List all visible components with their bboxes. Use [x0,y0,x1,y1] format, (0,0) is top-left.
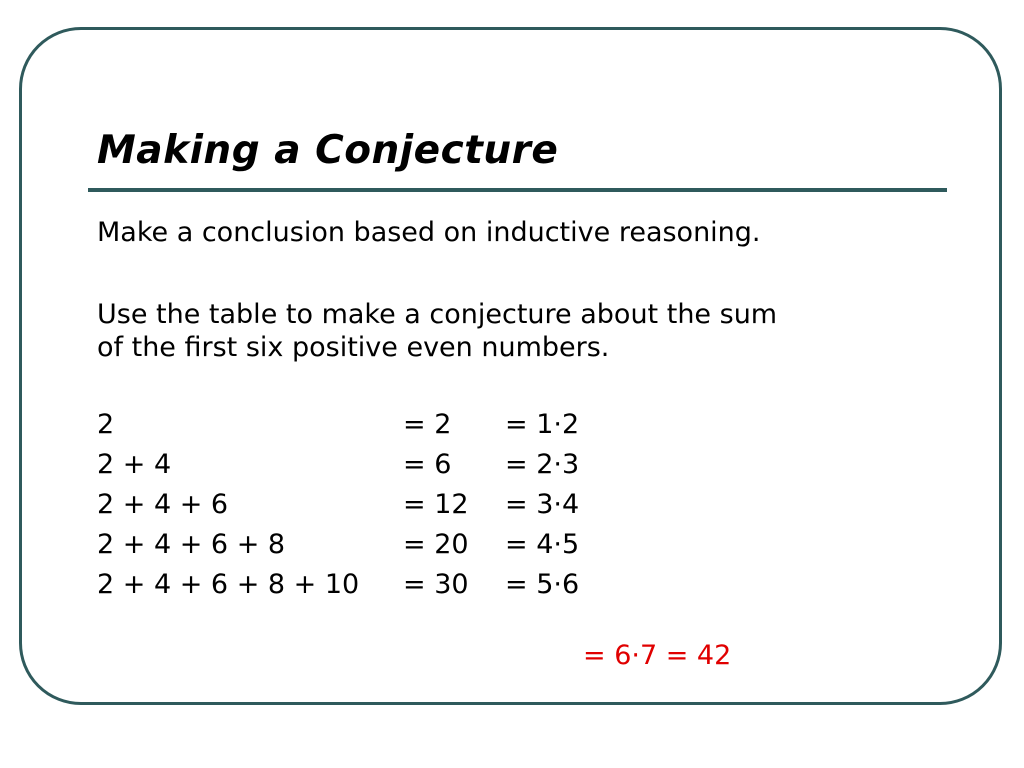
table-row [97,409,617,449]
sum-expression: 2 + 4 [97,449,172,480]
sum-product: = 5·6 [505,569,580,600]
table-row [97,529,617,569]
sum-expression: 2 [97,409,115,440]
sum-product: = 2·3 [505,449,580,480]
sum-total: = 2 [403,409,452,440]
instruction-line: Use the table to make a conjecture about the sum [97,299,778,330]
sum-total: = 30 [403,569,469,600]
sum-table [97,409,617,609]
table-row [97,489,617,529]
sum-expression: 2 + 4 + 6 + 8 [97,529,286,560]
conjecture-answer: = 6·7 = 42 [583,640,732,671]
table-row [97,449,617,489]
instruction-line: of the first six positive even numbers. [97,332,610,363]
sum-product: = 4·5 [505,529,580,560]
sum-total: = 12 [403,489,469,520]
sum-total: = 20 [403,529,469,560]
instruction-text [97,298,777,364]
sum-expression: 2 + 4 + 6 [97,489,229,520]
sum-expression: 2 + 4 + 6 + 8 + 10 [97,569,360,600]
sum-product: = 3·4 [505,489,580,520]
intro-text: Make a conclusion based on inductive reasoning. [97,217,761,248]
sum-product: = 1·2 [505,409,580,440]
table-row [97,569,617,609]
slide-title: Making a Conjecture [97,128,559,173]
title-underline [88,188,947,192]
sum-total: = 6 [403,449,452,480]
